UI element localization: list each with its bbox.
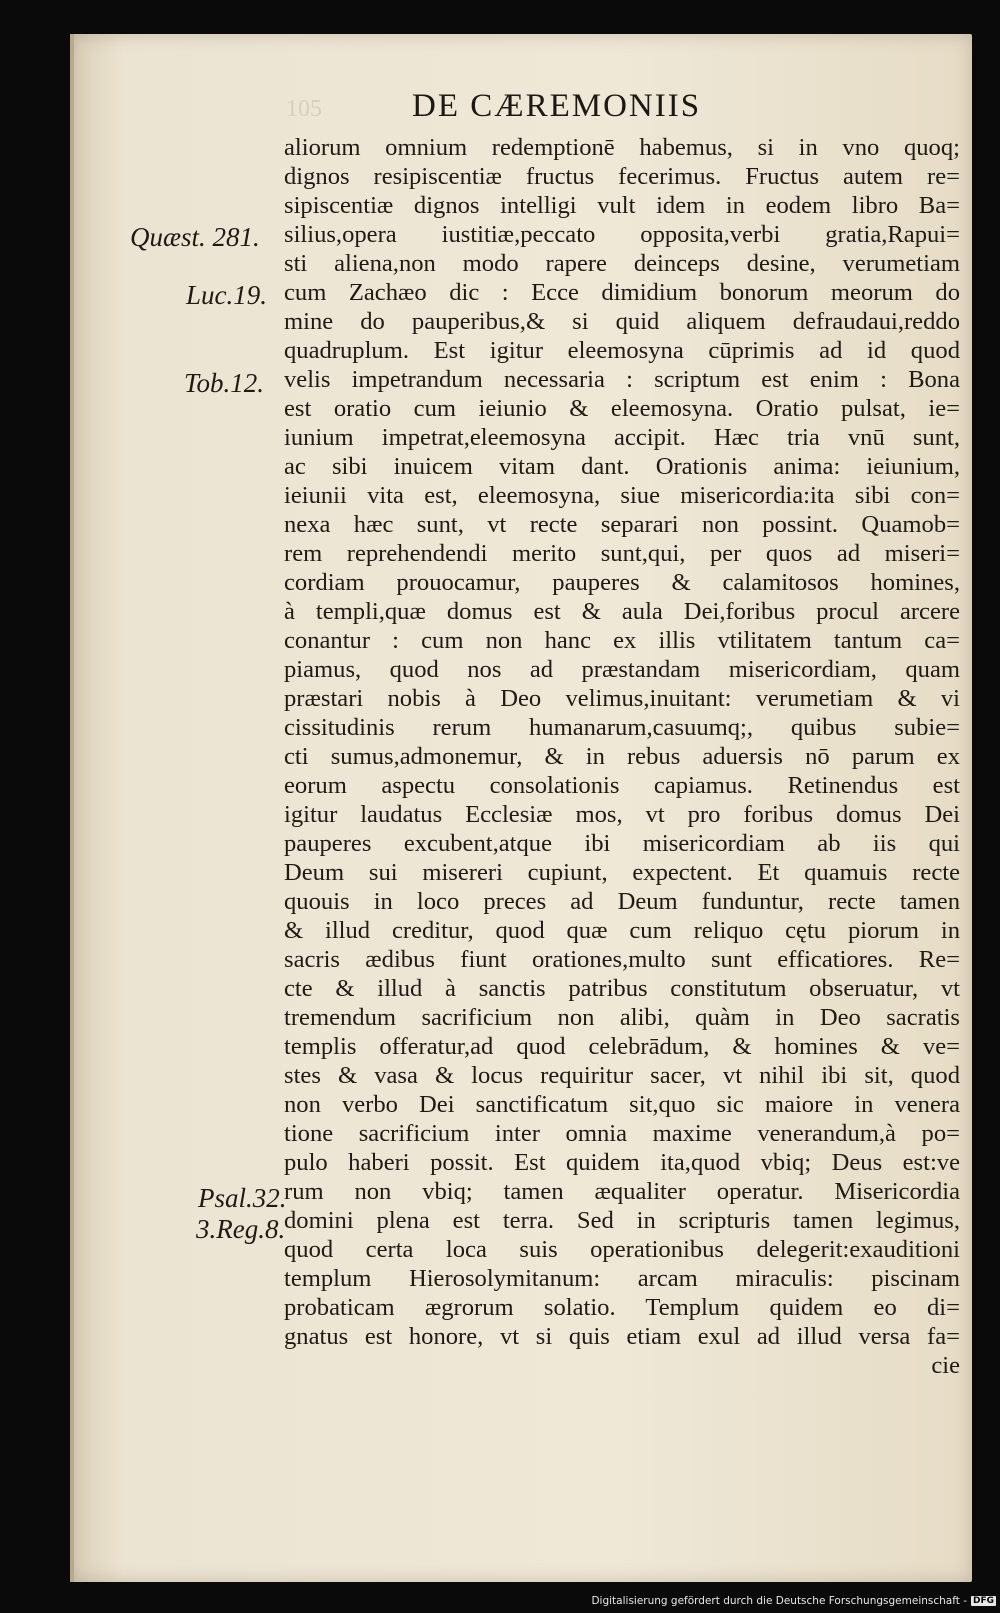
text-line: nexa hæc sunt, vt recte separari non possint. Quamob=	[284, 511, 960, 538]
margin-note-tob: Tob.12.	[184, 368, 265, 398]
text-line: velis impetrandum necessaria : scriptum est enim : Bona	[284, 366, 960, 393]
text-line: tione sacrificium inter omnia maxime venerandum,à po=	[284, 1120, 960, 1147]
text-line: mine do pauperibus,& si quid aliquem defraudaui,reddo	[284, 308, 960, 335]
text-line: probaticam ægrorum solatio. Templum quidem eo di=	[284, 1294, 960, 1321]
text-line: templum Hierosolymitanum: arcam miraculis: piscinam	[284, 1265, 960, 1292]
text-line: est oratio cum ieiunio & eleemosyna. Oratio pulsat, ie=	[284, 395, 960, 422]
text-line: ac sibi inuicem vitam dant. Orationis anima: ieiunium,	[284, 453, 960, 480]
text-line: conantur : cum non hanc ex illis vtilitatem tantum ca=	[284, 627, 960, 654]
running-head: DE CÆREMONIIS	[412, 88, 702, 124]
text-line: igitur laudatus Ecclesiæ mos, vt pro foribus domus Dei	[284, 801, 960, 828]
text-line: quod certa loca suis operationibus delegerit:exauditioni	[284, 1236, 960, 1263]
text-line: & illud creditur, quod quæ cum reliquo cętu piorum in	[284, 917, 960, 944]
credit-text: Digitalisierung gefördert durch die Deutsche Forschungsgemeinschaft -	[591, 1595, 967, 1607]
margin-note-reg: 3.Reg.8.	[196, 1214, 286, 1244]
margin-note-quaest: Quæst. 281.	[130, 222, 260, 252]
text-line: sti aliena,non modo rapere deinceps desine, verumetiam	[284, 250, 960, 277]
text-line: quouis in loco preces ad Deum funduntur, recte tamen	[284, 888, 960, 915]
text-line: cum Zachæo dic : Ecce dimidium bonorum meorum do	[284, 279, 960, 306]
text-line: cissitudinis rerum humanarum,casuumq;, quibus subie=	[284, 714, 960, 741]
text-line: sacris ædibus fiunt orationes,multo sunt efficatiores. Re=	[284, 946, 960, 973]
text-line: iunium impetrat,eleemosyna accipit. Hæc tria vnū sunt,	[284, 424, 960, 451]
text-line: sipiscentiæ dignos intelligi vult idem in eodem libro Ba=	[284, 192, 960, 219]
text-line: templis offeratur,ad quod celebrādum, & homines & ve=	[284, 1033, 960, 1060]
text-line: cordiam prouocamur, pauperes & calamitosos homines,	[284, 569, 960, 596]
faint-page-number: 105	[286, 96, 322, 122]
text-line: præstari nobis à Deo velimus,inuitant: verumetiam & vi	[284, 685, 960, 712]
text-line: tremendum sacrificium non alibi, quàm in Deo sacratis	[284, 1004, 960, 1031]
text-line: pulo haberi possit. Est quidem ita,quod vbiq; Deus est:ve	[284, 1149, 960, 1176]
text-line: rum non vbiq; tamen æqualiter operatur. Misericordia	[284, 1178, 960, 1205]
text-line: piamus, quod nos ad præstandam misericordiam, quam	[284, 656, 960, 683]
text-line: dignos resipiscentiæ fructus fecerimus. Fructus autem re=	[284, 163, 960, 190]
text-line: rem reprehendendi merito sunt,qui, per quos ad miseri=	[284, 540, 960, 567]
text-line: quadruplum. Est igitur eleemosyna cūprimis ad id quod	[284, 337, 960, 364]
text-line: aliorum omnium redemptionē habemus, si in vno quoq;	[284, 134, 960, 161]
text-line: eorum aspectu consolationis capiamus. Retinendus est	[284, 772, 960, 799]
text-line: stes & vasa & locus requiritur sacer, vt nihil ibi sit, quod	[284, 1062, 960, 1089]
text-line: ieiunii vita est, eleemosyna, siue misericordia:ita sibi con=	[284, 482, 960, 509]
text-line: cte & illud à sanctis patribus constitutum obseruatur, vt	[284, 975, 960, 1002]
text-line: gnatus est honore, vt si quis etiam exul ad illud versa fa=	[284, 1323, 960, 1350]
body-text	[284, 133, 960, 1380]
text-line: domini plena est terra. Sed in scripturis tamen legimus,	[284, 1207, 960, 1234]
text-line: pauperes excubent,atque ibi misericordiam ab iis qui	[284, 830, 960, 857]
text-line: silius,opera iustitiæ,peccato opposita,verbi gratia,Rapui=	[284, 221, 960, 248]
margin-note-luc: Luc.19.	[186, 280, 267, 310]
dfg-logo-icon: DFG	[972, 1596, 994, 1606]
text-line: non verbo Dei sanctificatum sit,quo sic maiore in venera	[284, 1091, 960, 1118]
text-line: Deum sui misereri cupiunt, expectent. Et quamuis recte	[284, 859, 960, 886]
digitization-credit	[591, 1595, 996, 1607]
margin-note-psal: Psal.32.	[198, 1183, 287, 1213]
catchword: cie	[931, 1352, 960, 1379]
text-line: à templi,quæ domus est & aula Dei,foribus procul arcere	[284, 598, 960, 625]
page-spine-edge	[70, 34, 74, 1582]
text-line: cti sumus,admonemur, & in rebus aduersis nō parum ex	[284, 743, 960, 770]
